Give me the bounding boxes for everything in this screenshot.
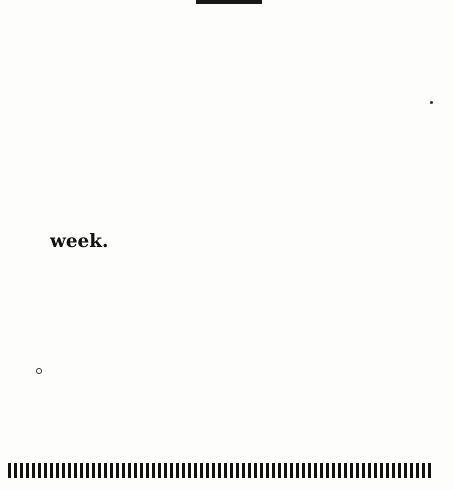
text-line (50, 349, 430, 373)
article-body (50, 16, 430, 467)
text-line (50, 135, 430, 159)
print-speck (36, 368, 42, 374)
print-speck (430, 101, 433, 104)
bottom-rule (8, 463, 432, 478)
text-line (50, 88, 430, 112)
text-line (50, 64, 430, 88)
text-line (50, 254, 430, 278)
paragraph-2 (50, 254, 430, 467)
text-line (50, 159, 430, 183)
top-rule (196, 0, 262, 4)
text-line (50, 207, 430, 231)
text-line (50, 301, 430, 325)
text-line: week. (50, 231, 109, 253)
text-line (50, 396, 430, 420)
text-line (50, 372, 430, 396)
text-line (50, 325, 430, 349)
text-line (50, 112, 430, 136)
text-line (50, 17, 430, 41)
paragraph-1 (50, 17, 430, 254)
text-line (50, 278, 430, 302)
text-line (50, 420, 430, 444)
text-line (50, 183, 430, 207)
text-line (50, 41, 430, 65)
